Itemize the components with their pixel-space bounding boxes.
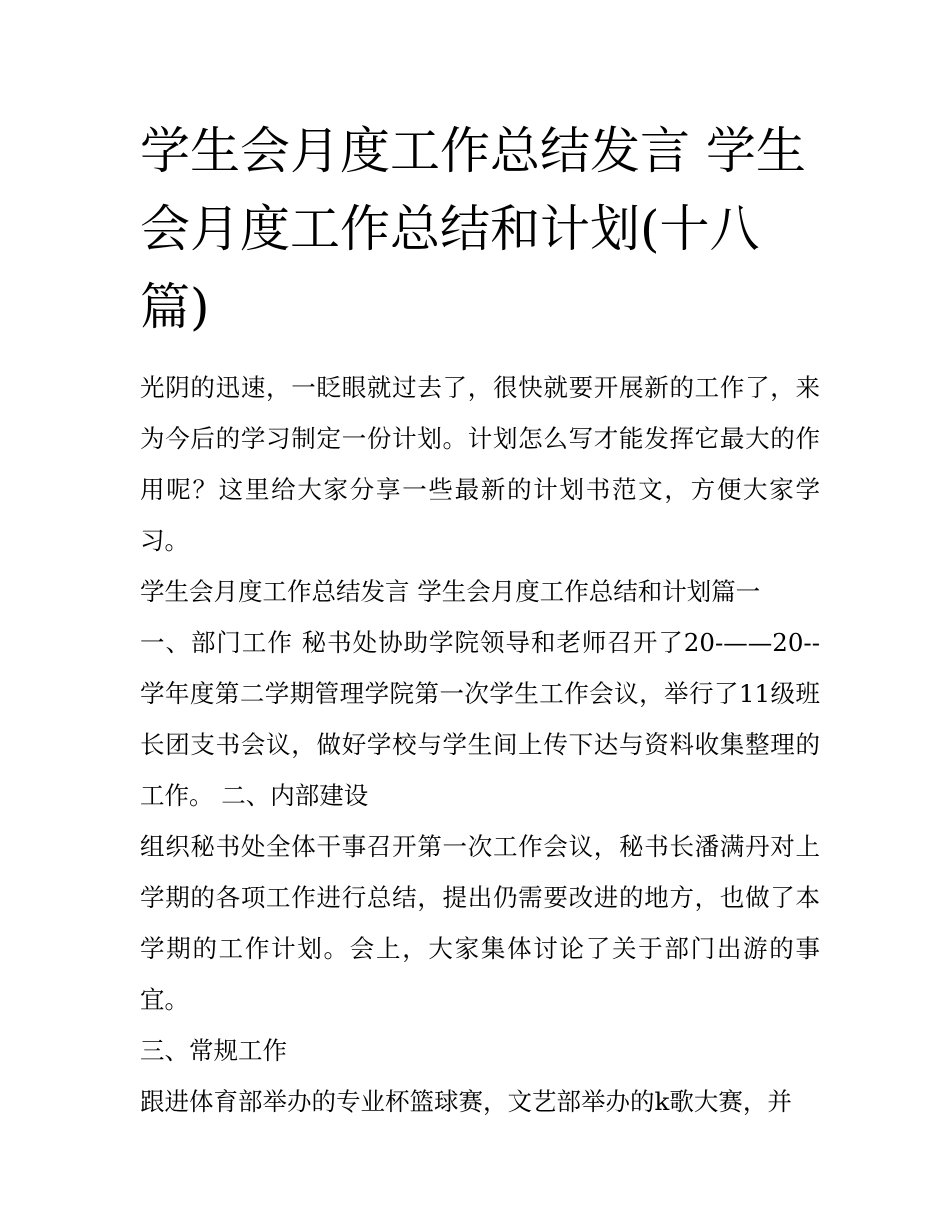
document-page: [140, 112, 820, 1127]
document-title: 学生会月度工作总结发言 学生会月度工作总结和计划(十八篇): [140, 122, 806, 336]
paragraph-intro: 光阴的迅速，一眨眼就过去了，很快就要开展新的工作了，来为今后的学习制定一份计划。计划怎么写才能发挥它最大的作用呢？这里给大家分享一些最新的计划书范文，方便大家学习。: [140, 373, 820, 555]
paragraph-routine-heading: 三、常规工作: [140, 1036, 287, 1065]
paragraph-internal-building: 组织秘书处全体干事召开第一次工作会议，秘书长潘满丹对上学期的各项工作进行总结，提出仍需要改进的地方，也做了本学期的工作计划。会上，大家集体讨论了关于部门出游的事宜。: [140, 832, 820, 1014]
paragraph-routine-work: 跟进体育部举办的专业杯篮球赛，文艺部举办的k歌大赛，并: [140, 1087, 792, 1116]
paragraph-department-work: 一、部门工作 秘书处协助学院领导和老师召开了20-——20--学年度第二学期管理学院第一次学生工作会议，举行了11级班长团支书会议，做好学校与学生间上传下达与资料收集整理的工作。 二、内部建设: [140, 628, 820, 810]
paragraph-section-heading: 学生会月度工作总结发言 学生会月度工作总结和计划篇一: [140, 577, 761, 606]
